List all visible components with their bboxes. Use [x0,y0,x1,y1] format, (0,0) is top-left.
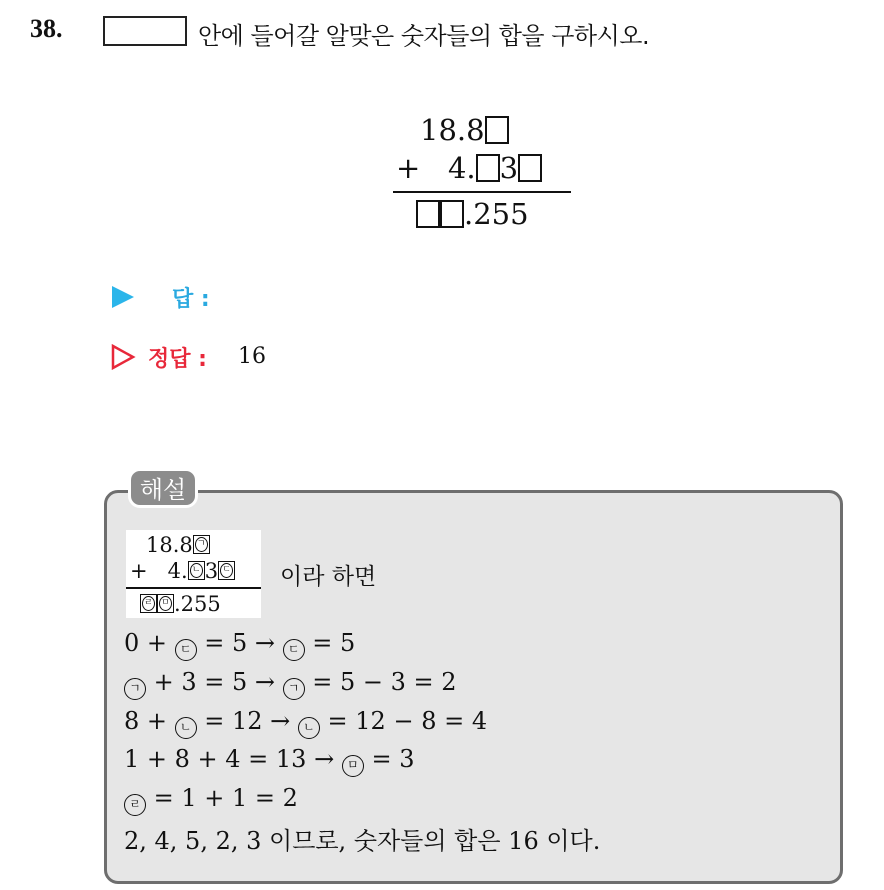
mark-c: ㄷ [220,563,233,578]
mark-d: ㄹ [142,596,155,611]
solution-line-3 [124,707,487,739]
problem-row-1 [420,112,509,148]
line-text: = 3 [363,745,415,773]
mini-sum-line [126,587,261,589]
question-text: 안에 들어갈 알맞은 숫자들의 합을 구하시오. [198,22,650,50]
line-text: 0 + [124,629,175,657]
circled-square [218,561,235,580]
solution-intro: 이라 하면 [280,564,377,590]
blank-square [440,200,464,228]
circled-square [140,594,157,613]
mini-row-2-text: 4. [167,559,188,583]
blank-square [476,154,500,182]
problem-row-3-text: .255 [464,197,529,231]
solution-line-1 [124,629,355,661]
circled-letter: ㅁ [342,755,364,777]
circled-letter: ㄷ [175,639,197,661]
mini-row-3-text: .255 [174,592,221,616]
blank-square [518,154,542,182]
solution-tag: 해설 [128,468,198,508]
blank-square [416,200,440,228]
circled-letter: ㄴ [298,717,320,739]
mark-e: ㅁ [159,596,172,611]
mini-row-2 [130,558,235,584]
line-text: = 5 [304,629,356,657]
sum-line [393,191,571,193]
solution-line-2 [124,668,457,700]
circled-square [157,594,174,613]
plus-sign: + [396,151,421,185]
line-text: 1 + 8 + 4 = 13 → [124,745,342,773]
solution-line-4 [124,745,414,777]
problem-row-2-digit: 3 [499,151,519,185]
circled-letter: ㄹ [124,794,146,816]
line-text: = 12 → [196,707,298,735]
solution-line-6 [124,821,600,856]
line-text: = 12 − 8 = 4 [319,707,488,735]
question-number: 38. [30,14,63,43]
mini-row-3 [140,591,221,617]
play-triangle-icon [112,286,134,308]
outline-triangle-icon [110,344,136,370]
circled-letter: ㄷ [283,639,305,661]
addition-problem [390,112,570,230]
key-answer-value: 16 [238,344,266,369]
circled-letter: ㄴ [175,717,197,739]
line-text: = 1 + 1 = 2 [146,784,298,812]
line-text: = 5 − 3 = 2 [304,668,457,696]
problem-row-2 [396,150,542,186]
problem-row-3 [416,196,529,232]
mini-plus: + [130,559,148,583]
line-text: = 5 → [196,629,283,657]
solution-addition [126,530,261,618]
mini-row-2-digit: 3 [204,559,219,583]
line-text: + 3 = 5 → [146,668,283,696]
mark-b: ㄴ [190,563,203,578]
line-text: 2, 4, 5, 2, 3 이므로, 숫자들의 합은 16 이다. [124,827,601,855]
answer-label: 답 : [172,287,210,312]
line-text: 8 + [124,707,175,735]
key-answer-label: 정답 : [148,347,207,372]
mini-row-1-text: 18.8 [146,533,193,557]
problem-row-1-text: 18.8 [420,113,485,147]
mini-row-1 [146,532,210,558]
blank-box [103,16,187,46]
circled-square [188,561,205,580]
problem-row-2-text: 4. [447,151,476,185]
blank-square [485,116,509,144]
circled-letter: ㄱ [124,678,146,700]
mark-a: ㄱ [195,537,208,552]
solution-line-5 [124,784,298,816]
circled-letter: ㄱ [283,678,305,700]
circled-square [193,535,210,554]
